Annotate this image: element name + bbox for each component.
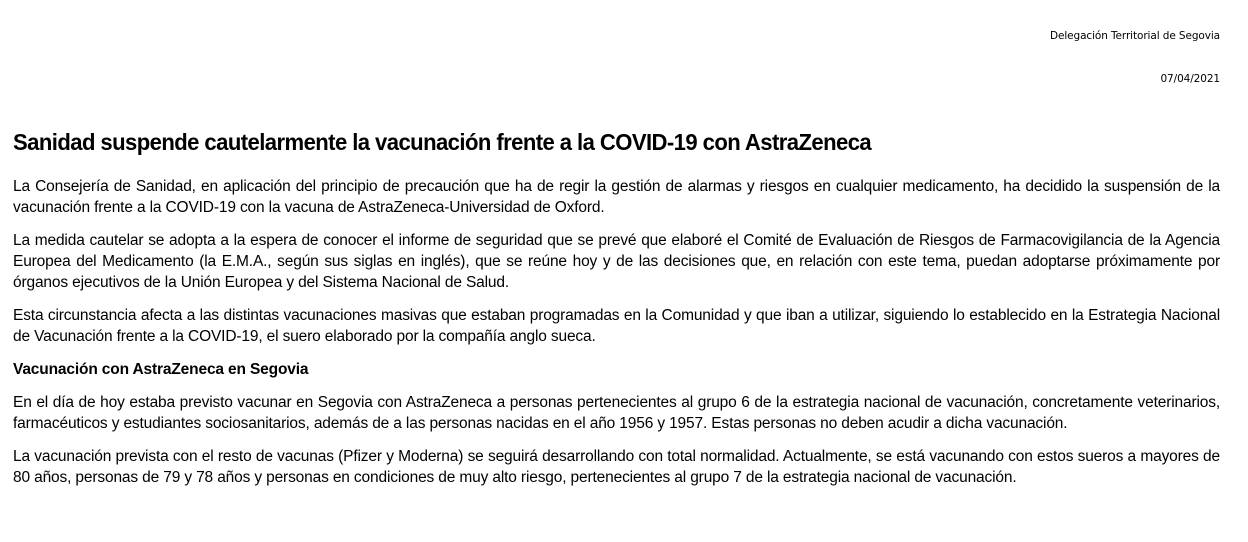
- section-subheading: Vacunación con AstraZeneca en Segovia: [13, 361, 309, 378]
- press-release-page: [13, 0, 1220, 542]
- publication-date: 07/04/2021: [1160, 73, 1220, 85]
- article-title: Sanidad suspende cautelarmente la vacunación frente a la COVID-19 con AstraZeneca: [13, 129, 872, 155]
- article-body: [13, 176, 1220, 500]
- article-paragraph: En el día de hoy estaba previsto vacunar en Segovia con AstraZeneca a personas pertenecientes al grupo 6 de la estrategia nacional de vacunación, concretamente veterinarios, farmacéuticos y estudiantes sociosanitarios, además de a las personas nacidas en el año 1956 y 1957. Estas personas no deben acudir a dicha vacunación.: [13, 394, 1220, 432]
- organization-label: Delegación Territorial de Segovia: [1050, 30, 1220, 42]
- article-paragraph: La Consejería de Sanidad, en aplicación del principio de precaución que ha de regir la gestión de alarmas y riesgos en cualquier medicamento, ha decidido la suspensión de la vacunación frente a la COVID-19 con la vacuna de AstraZeneca-Universidad de Oxford.: [13, 178, 1220, 216]
- article-paragraph: La vacunación prevista con el resto de vacunas (Pfizer y Moderna) se seguirá desarrollando con total normalidad. Actualmente, se está vacunando con estos sueros a mayores de 80 años, personas de 79 y 78 años y personas en condiciones de muy alto riesgo, pertenecientes al grupo 7 de la estrategia nacional de vacunación.: [13, 448, 1220, 486]
- article-paragraph: Esta circunstancia afecta a las distintas vacunaciones masivas que estaban programadas en la Comunidad y que iban a utilizar, siguiendo lo establecido en la Estrategia Nacional de Vacunación frente a la COVID-19, el suero elaborado por la compañía anglo sueca.: [13, 307, 1220, 345]
- article-paragraph: La medida cautelar se adopta a la espera de conocer el informe de seguridad que se prevé que elaboré el Comité de Evaluación de Riesgos de Farmacovigilancia de la Agencia Europea del Medicamento (la E.M.A., según sus siglas en inglés), que se reúne hoy y de las decisiones que, en relación con este tema, puedan adoptarse próximamente por órganos ejecutivos de la Unión Europea y del Sistema Nacional de Salud.: [13, 232, 1220, 291]
